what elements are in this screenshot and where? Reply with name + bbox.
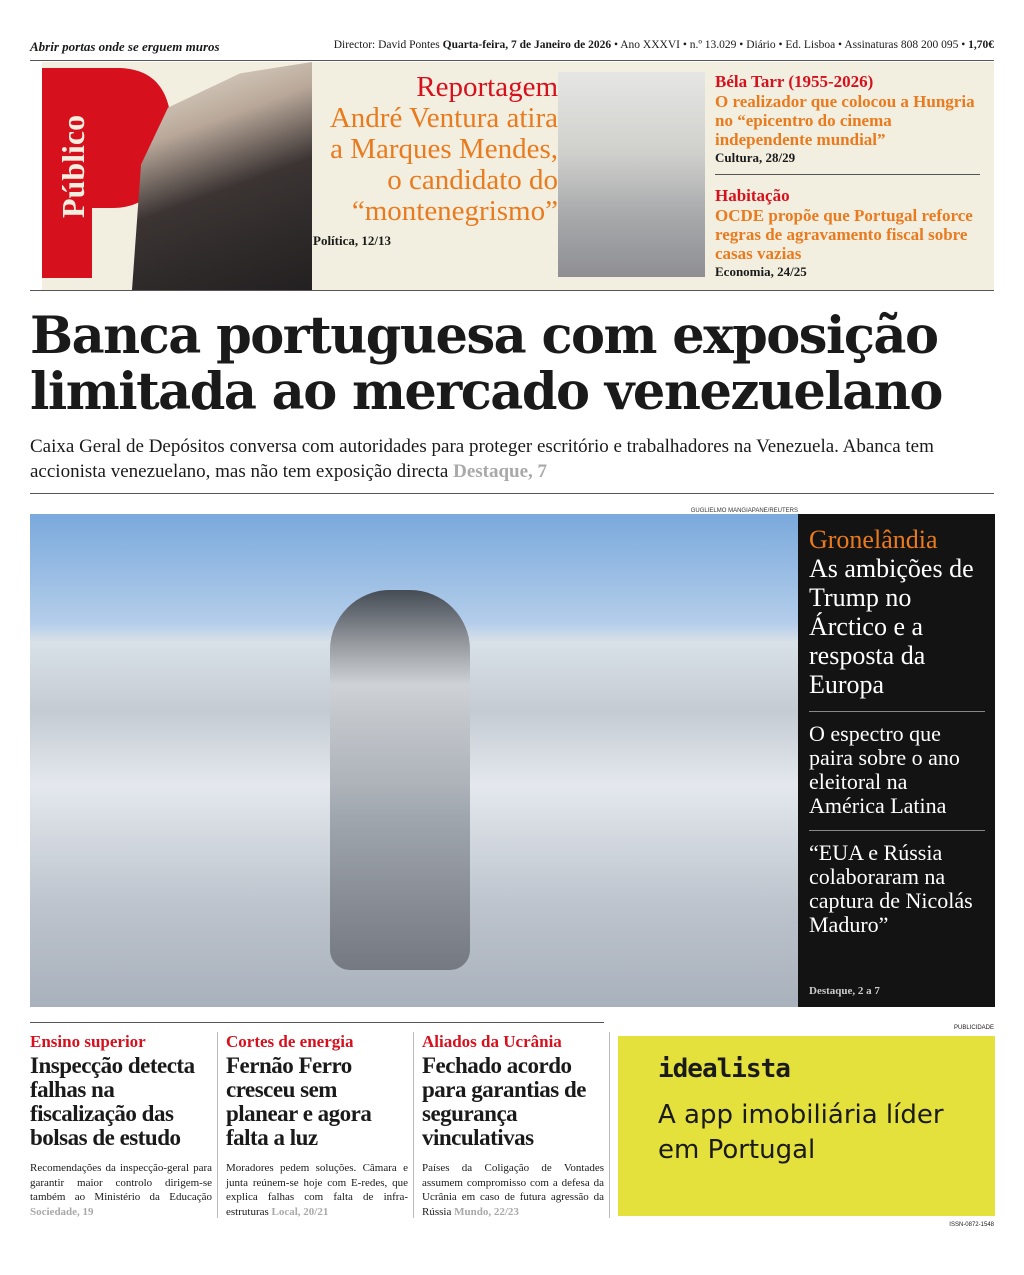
divider: [30, 290, 994, 291]
panel-item: O espectro que paira sobre o ano eleitoral na América Latina: [809, 721, 960, 818]
story-ucrania[interactable]: [422, 1032, 604, 1219]
story-title: Fernão Ferro cresceu sem planear e agora falta a luz: [226, 1053, 372, 1150]
lead-summary: [30, 434, 990, 484]
divider: [715, 174, 980, 175]
logo-text: Público: [55, 114, 91, 218]
summary-text: Caixa Geral de Depósitos conversa com autoridades para proteger escritório e trabalhadores na Venezuela. Abanca tem accionista venezuelano, mas não tem exposição directa: [30, 436, 934, 482]
greenland-panel[interactable]: [798, 514, 995, 1007]
director: Director: David Pontes: [333, 39, 440, 51]
summary-text: Recomendações da inspecção-geral para garantir maior controlo dirigem-se também ao Ministério da Educação: [30, 1162, 212, 1203]
summary-text: Moradores pedem soluções. Câmara e junta reúnem-se hoje com E-redes, que explica falhas com falta de infra-estruturas: [226, 1162, 408, 1218]
story-summary: [422, 1161, 604, 1219]
price: 1,70€: [968, 39, 994, 51]
side-section: Economia, 24/25: [715, 264, 807, 279]
summary-text: Países da Coligação de Vontades assumem compromisso com a defesa da Ucrânia em caso de futura agressão da Rússia: [422, 1162, 604, 1218]
panel-title: As ambições de Trump no Árctico e a resposta da Europa: [809, 554, 974, 699]
panel-item: “EUA e Rússia colaboraram na captura de Nicolás Maduro”: [809, 840, 973, 937]
bela-tarr-photo[interactable]: [558, 72, 705, 277]
photo-credit: GUGLIELMO MANGIAPANE/REUTERS: [690, 508, 798, 514]
story-kicker: Ensino superior: [30, 1032, 146, 1051]
side-kicker: Habitação: [715, 186, 790, 205]
issn: ISSN-0872-1548: [949, 1222, 994, 1228]
panel-ref: Destaque, 2 a 7: [809, 985, 880, 997]
ad-label: PUBLICIDADE: [953, 1025, 994, 1031]
page-ref: Destaque, 7: [453, 461, 548, 482]
story-summary: [30, 1161, 212, 1219]
side-teaser-habitacao[interactable]: [715, 186, 980, 281]
divider: [609, 1032, 610, 1218]
divider: [30, 1022, 604, 1023]
divider: [217, 1032, 218, 1218]
report-kicker: Reportagem: [416, 71, 558, 103]
soldier-figure: [330, 590, 470, 970]
story-title: Fechado acordo para garantias de segurança vinculativas: [422, 1053, 586, 1150]
story-kicker: Aliados da Ucrânia: [422, 1032, 562, 1051]
divider: [30, 60, 994, 61]
side-title: OCDE propõe que Portugal reforce regras de agravamento fiscal sobre casas vazias: [715, 206, 973, 263]
story-ensino[interactable]: [30, 1032, 212, 1219]
side-section: Cultura, 28/29: [715, 150, 796, 165]
idealista-ad[interactable]: [618, 1036, 995, 1216]
story-title: Inspecção detecta falhas na fiscalização das bolsas de estudo: [30, 1053, 195, 1150]
divider: [413, 1032, 414, 1218]
date: Quarta-feira, 7 de Janeiro de 2026: [442, 39, 612, 51]
side-teaser-bela-tarr[interactable]: [715, 72, 980, 167]
divider: [809, 711, 985, 712]
page-ref: Local, 20/21: [271, 1205, 329, 1218]
side-kicker: Béla Tarr (1955-2026): [715, 72, 874, 91]
story-energia[interactable]: [226, 1032, 408, 1219]
tagline: Abrir portas onde se erguem muros: [30, 39, 220, 54]
story-kicker: Cortes de energia: [226, 1032, 354, 1051]
ad-brand: idealista: [658, 1054, 790, 1084]
lead-headline[interactable]: Banca portuguesa com exposição limitada ao mercado venezuelano: [30, 306, 942, 422]
page-ref: Mundo, 22/23: [454, 1205, 519, 1218]
story-summary: [226, 1161, 408, 1219]
report-teaser[interactable]: [313, 72, 558, 249]
divider: [30, 493, 994, 494]
side-title: O realizador que colocou a Hungria no “epicentro do cinema independente mundial”: [715, 92, 975, 149]
panel-kicker: Gronelândia: [809, 525, 938, 554]
ad-text: A app imobiliária líder em Portugal: [658, 1100, 944, 1165]
page-ref: Sociedade, 19: [30, 1205, 94, 1218]
report-section: Política, 12/13: [313, 233, 391, 248]
report-title: André Ventura atira a Marques Mendes, o candidato do “montenegrismo”: [329, 102, 558, 227]
edition-details: • Ano XXXVI • n.º 13.029 • Diário • Ed. Lisboa • Assinaturas 808 200 095 •: [613, 39, 966, 51]
divider: [809, 830, 985, 831]
masthead-info: [334, 39, 994, 51]
